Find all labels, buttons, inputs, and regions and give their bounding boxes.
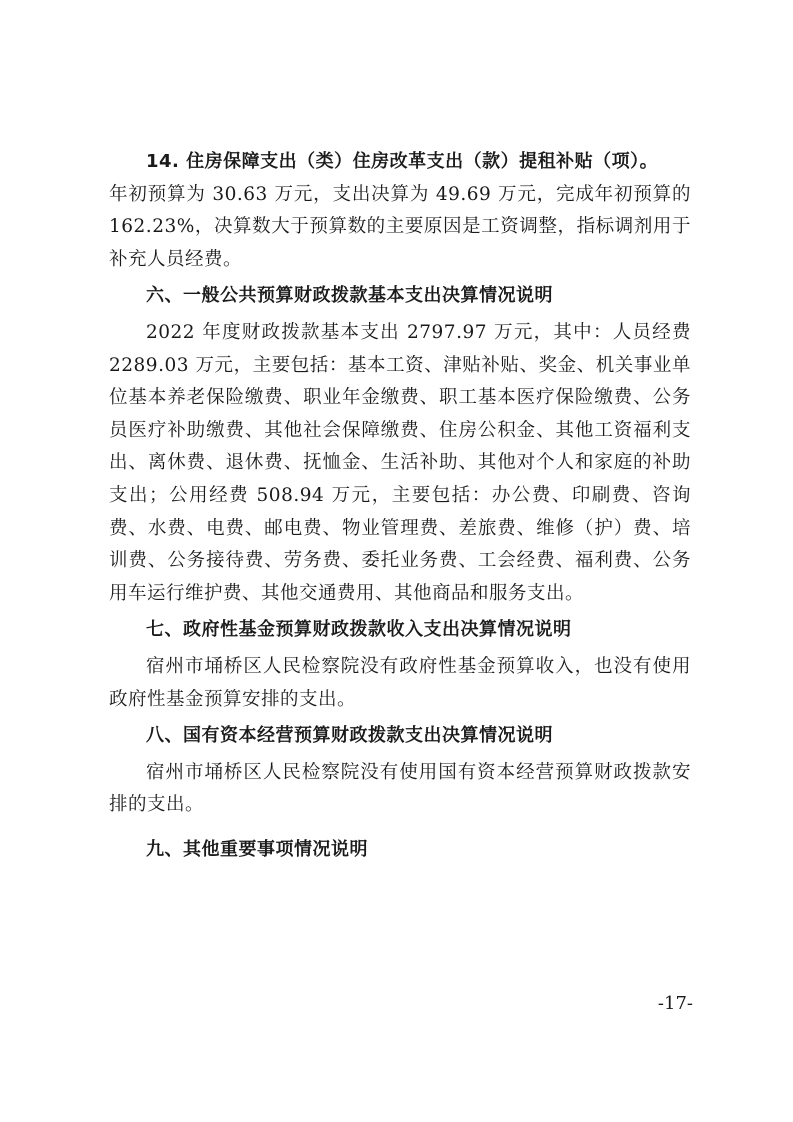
document-content <box>109 146 691 870</box>
section6-body: 2022 年度财政拨款基本支出 2797.97 万元，其中：人员经费 2289.03 万元，主要包括：基本工资、津贴补贴、奖金、机关事业单位基本养老保险缴费、职业年金缴费、职工基本医疗保险缴费、公务员医疗补助缴费、其他社会保障缴费、住房公积金、其他工资福利支出、离休费、退休费、抚恤金、生活补助、其他对个人和家庭的补助支出；公用经费 508.94 万元，主要包括：办公费、印刷费、咨询费、水费、电费、邮电费、物业管理费、差旅费、维修（护）费、培训费、公务接待费、劳务费、委托业务费、工会经费、福利费、公务用车运行维护费、其他交通费用、其他商品和服务支出。 <box>109 321 691 604</box>
section6-heading: 六、一般公共预算财政拨款基本支出决算情况说明 <box>146 285 553 307</box>
section7-heading: 七、政府性基金预算财政拨款收入支出决算情况说明 <box>146 619 572 641</box>
section8-body: 宿州市埇桥区人民检察院没有使用国有资本经营预算财政拨款安排的支出。 <box>109 761 691 816</box>
page-number: -17- <box>657 993 693 1014</box>
item14-body: 年初预算为 30.63 万元，支出决算为 49.69 万元，完成年初预算的 162.23%，决算数大于预算数的主要原因是工资调整，指标调剂用于补充人员经费。 <box>109 183 691 270</box>
section9-heading: 九、其他重要事项情况说明 <box>146 838 368 860</box>
item14-heading: 14. 住房保障支出（类）住房改革支出（款）提租补贴（项）。 <box>146 151 659 172</box>
section8-heading: 八、国有资本经营预算财政拨款支出决算情况说明 <box>146 725 553 747</box>
section7-body: 宿州市埇桥区人民检察院没有政府性基金预算收入，也没有使用政府性基金预算安排的支出。 <box>109 655 691 710</box>
